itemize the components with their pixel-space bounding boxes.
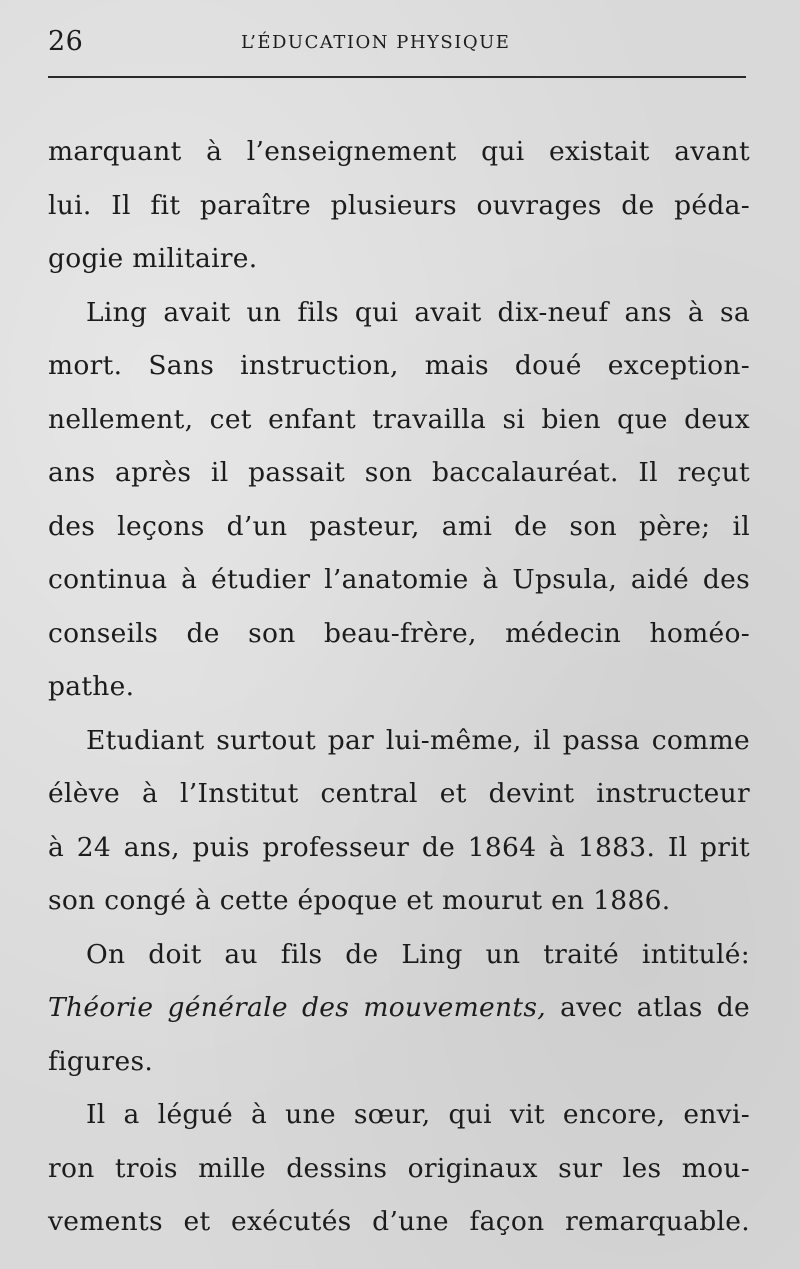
text-line: mort. Sans instruction, mais doué exception- — [48, 350, 750, 381]
text-line: nellement, cet enfant travailla si bien que deux — [48, 403, 750, 435]
text-line: continua à étudier l’anatomie à Upsula, aidé des — [48, 564, 750, 595]
text-line: élève à l’Institut central et devint instructeur — [48, 778, 750, 809]
text-line: On doit au fils de Ling un traité intitulé: — [86, 938, 750, 970]
text-line: vements et exécutés d’une façon remarquable. — [48, 1206, 750, 1237]
text-line: lui. Il fit paraître plusieurs ouvrages de péda- — [48, 189, 750, 221]
text-line: gogie militaire. — [48, 243, 258, 274]
page-header — [48, 22, 748, 62]
text-line: ans après il passait son baccalauréat. Il reçut — [48, 457, 750, 488]
text-line: à 24 ans, puis professeur de 1864 à 1883. Il prit — [48, 831, 750, 863]
text-fragment: avec atlas de — [545, 992, 750, 1023]
text-line: conseils de son beau-frère, médecin homéo- — [48, 617, 750, 649]
running-title: L’ÉDUCATION PHYSIQUE — [241, 32, 511, 53]
page-number: 26 — [48, 26, 84, 57]
text-line: marquant à l’enseignement qui existait avant — [48, 136, 750, 167]
header-rule — [48, 76, 746, 78]
text-line: Il a légué à une sœur, qui vit encore, envi- — [86, 1099, 750, 1130]
text-line: Etudiant surtout par lui-même, il passa comme — [86, 724, 750, 756]
text-line: ron trois mille dessins originaux sur les mou- — [48, 1152, 750, 1184]
text-line: son congé à cette époque et mourut en 1886. — [48, 885, 671, 916]
text-line: pathe. — [48, 671, 135, 702]
text-line: des leçons d’un pasteur, ami de son père; il — [48, 510, 750, 542]
body-text — [48, 125, 750, 1249]
book-title-italic: Théorie générale des mouvements, — [48, 992, 546, 1023]
text-line: Ling avait un fils qui avait dix-neuf ans à sa — [86, 296, 750, 328]
text-line — [48, 981, 750, 1035]
text-line: figures. — [48, 1045, 154, 1077]
